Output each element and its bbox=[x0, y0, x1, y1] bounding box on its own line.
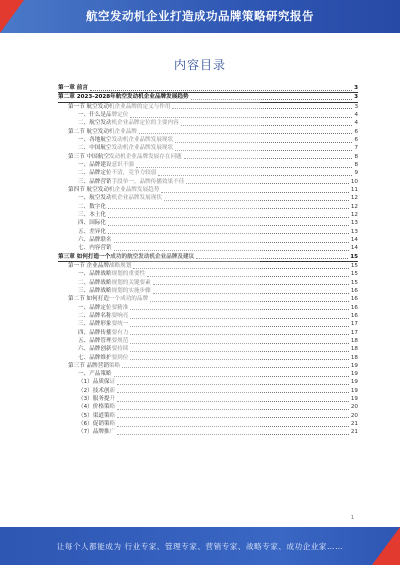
toc-entry-title: 第二节 如何打造一个成功的品牌 bbox=[68, 296, 149, 303]
toc-entry-title: 第一节 航空发动机企业品牌的定义与作用 bbox=[68, 103, 171, 110]
toc-entry-title: 四、国际化 bbox=[78, 220, 106, 227]
toc-entry-page: 8 bbox=[354, 161, 358, 168]
toc-entry-title: 二、数字化 bbox=[78, 203, 106, 210]
toc-entry-page: 15 bbox=[350, 271, 358, 278]
toc-entry-page: 15 bbox=[350, 253, 358, 260]
toc-entry-page: 16 bbox=[350, 304, 358, 311]
toc-entry-title: 第二节 航空发动机企业品牌 bbox=[68, 128, 137, 135]
toc-entry-title: 三、品牌战略规划的实施步骤 bbox=[78, 287, 151, 294]
toc-entry-title: 一、航空发动机企业品牌发展现状 bbox=[78, 195, 162, 202]
toc-entry-page: 3 bbox=[354, 94, 358, 101]
toc-entry-title: 七、品牌维护要到位 bbox=[78, 354, 129, 361]
toc-entry-title: （2）技术创新 bbox=[78, 387, 116, 394]
toc-entry-title: （6）促销策略 bbox=[78, 421, 116, 428]
toc-entry-page: 15 bbox=[350, 279, 358, 286]
toc-entry-title: 三、本土化 bbox=[78, 211, 106, 218]
toc-entry-page: 20 bbox=[350, 404, 358, 411]
toc-entry-page: 21 bbox=[350, 421, 358, 428]
toc-entry-page: 19 bbox=[350, 362, 358, 369]
toc-entry-page: 9 bbox=[354, 170, 358, 177]
toc-entry-title: 二、航空发动机企业品牌定位的主要内容 bbox=[78, 120, 179, 127]
toc-entry-page: 20 bbox=[350, 412, 358, 419]
toc-entry-title: 一、品牌定位要精准 bbox=[78, 304, 129, 311]
toc-entry-page: 12 bbox=[350, 195, 358, 202]
toc-entry-title: 二、中国航空发动机企业品牌发展现状 bbox=[78, 145, 174, 152]
toc-entry-title: 一、品牌建设意识不强 bbox=[78, 161, 134, 168]
toc-entry-page: 19 bbox=[350, 379, 358, 386]
toc-entry-title: （4）价格策略 bbox=[78, 404, 116, 411]
toc-entry-title: 三、品牌营销手段单一，品牌传播效果不佳 bbox=[78, 178, 185, 185]
toc-entry-title: 一、各地航空发动机企业品牌发展现状 bbox=[78, 136, 174, 143]
toc-entry-title: 四、品牌传播要有力 bbox=[78, 329, 129, 336]
toc-entry-page: 17 bbox=[350, 321, 358, 328]
toc-entry-page: 21 bbox=[350, 429, 358, 436]
toc-entry-title: 五、差异化 bbox=[78, 228, 106, 235]
toc-entry-title: 第三节 中国航空发动机企业品牌发展存在问题 bbox=[68, 153, 182, 160]
toc-entry-page: 16 bbox=[350, 312, 358, 319]
toc-entry-title: 第三章 如何打造一个成功的航空发动机企业品牌及建议 bbox=[58, 253, 195, 260]
toc-entry-title: 第一节 企业品牌战略规划 bbox=[68, 262, 132, 269]
toc-entry-page: 17 bbox=[350, 329, 358, 336]
toc-entry-page: 11 bbox=[350, 186, 358, 193]
toc-entry-page: 3 bbox=[354, 103, 358, 110]
toc-entry-title: 一、品牌战略规划的重要性 bbox=[78, 271, 146, 278]
toc-entry-title: 一、产品策略 bbox=[78, 371, 112, 378]
report-title: 航空发动机企业打造成功品牌策略研究报告 bbox=[86, 9, 314, 23]
toc-entry-title: （3）服务提升 bbox=[78, 396, 116, 403]
toc-entry-page: 18 bbox=[350, 354, 358, 361]
toc-entry-page: 16 bbox=[350, 287, 358, 294]
toc-entry-title: 二、品牌名称要响亮 bbox=[78, 312, 129, 319]
footer-slogan: 让每个人都能成为 行业专家、管理专家、营销专家、战略专家、成功企业家…… bbox=[56, 542, 344, 551]
watermark-blur bbox=[110, 98, 260, 503]
toc-entry-page: 3 bbox=[354, 85, 358, 91]
toc-entry-page: 10 bbox=[350, 178, 358, 185]
toc-entry[interactable] bbox=[58, 84, 358, 93]
toc-entry-page: 14 bbox=[350, 245, 358, 252]
toc-entry-page: 19 bbox=[350, 371, 358, 378]
toc-entry-title: （7）品牌推广 bbox=[78, 429, 116, 436]
toc-entry-title: 六、品牌创新要持续 bbox=[78, 346, 129, 353]
toc-entry-title: （1）品质保证 bbox=[78, 379, 116, 386]
toc-entry-title: 七、内容营销 bbox=[78, 245, 112, 252]
toc-entry-page: 16 bbox=[350, 296, 358, 303]
toc-heading: 内容目录 bbox=[173, 58, 226, 72]
toc-entry-page: 18 bbox=[350, 337, 358, 344]
toc-entry-page: 13 bbox=[350, 228, 358, 235]
toc-entry-title: 第二章 2023-2028年航空发动机企业品牌发展趋势 bbox=[58, 94, 189, 101]
toc-entry-title: 二、品牌战略规划的关键要素 bbox=[78, 279, 151, 286]
toc-entry-page: 12 bbox=[350, 203, 358, 210]
toc-entry-title: 第一章 前言 bbox=[58, 85, 88, 91]
toc-entry-page: 19 bbox=[350, 387, 358, 394]
toc-entry-page: 4 bbox=[354, 120, 358, 127]
page-number: 1 bbox=[350, 515, 354, 521]
toc-entry-page: 6 bbox=[354, 128, 358, 135]
toc-entry-page: 19 bbox=[350, 396, 358, 403]
toc-entry-page: 4 bbox=[354, 111, 358, 118]
toc-entry-page: 14 bbox=[350, 236, 358, 243]
toc-entry-page: 8 bbox=[354, 153, 358, 160]
toc-entry-page: 12 bbox=[350, 211, 358, 218]
toc-entry-page: 13 bbox=[350, 220, 358, 227]
toc-entry-title: （5）渠道策略 bbox=[78, 412, 116, 419]
toc-entry-page: 6 bbox=[354, 136, 358, 143]
toc-entry-page: 15 bbox=[350, 262, 358, 269]
toc-entry-title: 第四节 航空发动机企业品牌发展趋势 bbox=[68, 186, 160, 193]
toc-entry-title: 三、品牌形象要统一 bbox=[78, 321, 129, 328]
toc-entry-page: 18 bbox=[350, 346, 358, 353]
toc-entry-page: 7 bbox=[354, 145, 358, 152]
toc-entry-title: 五、品牌管理要规范 bbox=[78, 337, 129, 344]
toc-entry-title: 二、品牌定位不清，竞争力较弱 bbox=[78, 170, 157, 177]
toc-entry-title: 一、什么是品牌定位 bbox=[78, 111, 129, 118]
toc-entry-title: 第三节 品牌营销策略 bbox=[68, 362, 121, 369]
toc-entry-title: 六、品牌联名 bbox=[78, 236, 112, 243]
toc-leader-dots bbox=[90, 86, 352, 91]
